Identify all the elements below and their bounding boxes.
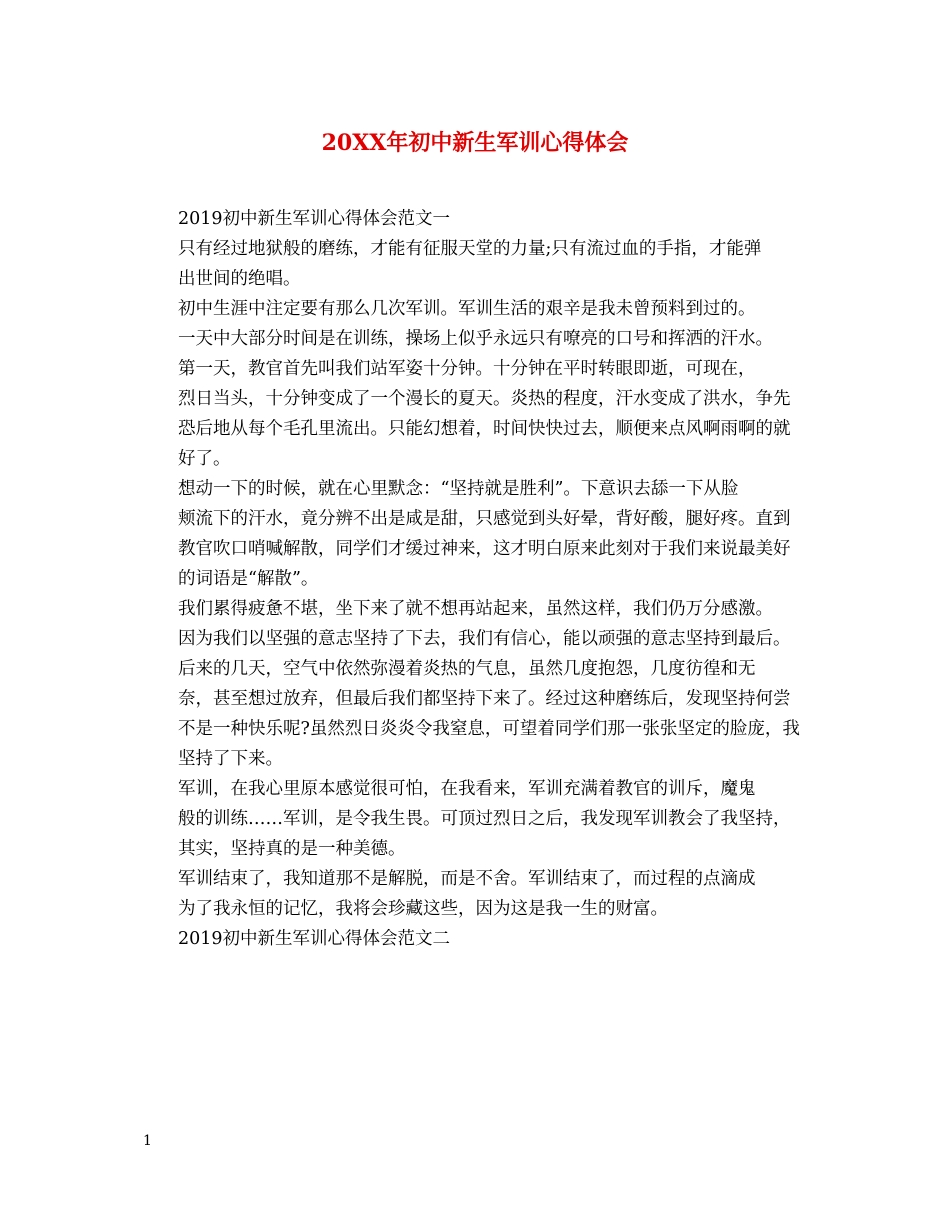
paragraph xyxy=(143,774,823,864)
text-line: 因为我们以坚强的意志坚持了下去，我们有信心，能以顽强的意志坚持到最后。 xyxy=(178,629,791,649)
paragraph xyxy=(143,924,823,954)
text-line: 颊流下的汗水，竟分辨不出是咸是甜，只感觉到头好晕，背好酸，腿好疼。直到 xyxy=(178,509,791,529)
text-line: 军训结束了，我知道那不是解脱，而是不舍。军训结束了，而过程的点滴成 xyxy=(178,869,756,889)
text-line: 出世间的绝唱。 xyxy=(178,269,301,289)
text-line: 其实，坚持真的是一种美德。 xyxy=(178,839,406,859)
text-line: 般的训练……军训，是令我生畏。可顶过烈日之后，我发现军训教会了我坚持， xyxy=(178,809,791,829)
text-line: 恐后地从每个毛孔里流出。只能幻想着，时间快快过去，顺便来点风啊雨啊的就 xyxy=(178,419,791,439)
paragraph xyxy=(143,594,823,654)
text-line: 好了。 xyxy=(178,449,231,469)
text-line: 初中生涯中注定要有那么几次军训。军训生活的艰辛是我未曾预料到过的。 xyxy=(178,299,756,319)
text-line: 军训，在我心里原本感觉很可怕，在我看来，军训充满着教官的训斥，魔鬼 xyxy=(178,779,756,799)
paragraph xyxy=(143,654,823,774)
document-body xyxy=(143,204,823,954)
paragraph xyxy=(143,294,823,354)
paragraph xyxy=(143,474,823,594)
text-line: 教官吹口哨喊解散，同学们才缓过神来，这才明白原来此刻对于我们来说最美好 xyxy=(178,539,791,559)
paragraph xyxy=(143,354,823,474)
text-line: 想动一下的时候，就在心里默念：“坚持就是胜利”。下意识去舔一下从脸 xyxy=(178,479,739,499)
paragraph xyxy=(143,864,823,924)
paragraph xyxy=(143,234,823,294)
text-line: 一天中大部分时间是在训练，操场上似乎永远只有嘹亮的口号和挥洒的汗水。 xyxy=(178,329,773,349)
text-line: 奈，甚至想过放弃，但最后我们都坚持下来了。经过这种磨练后，发现坚持何尝 xyxy=(178,689,791,709)
text-line: 不是一种快乐呢?虽然烈日炎炎令我窒息，可望着同学们那一张张坚定的脸庞，我 xyxy=(178,719,800,739)
text-line: 为了我永恒的记忆，我将会珍藏这些，因为这是我一生的财富。 xyxy=(178,899,668,919)
text-line: 烈日当头，十分钟变成了一个漫长的夏天。炎热的程度，汗水变成了洪水，争先 xyxy=(178,389,791,409)
page-number: 1 xyxy=(143,1133,152,1149)
text-line: 只有经过地狱般的磨练，才能有征服天堂的力量;只有流过血的手指，才能弹 xyxy=(178,239,762,259)
text-line: 坚持了下来。 xyxy=(178,749,283,769)
text-line: 的词语是“解散”。 xyxy=(178,569,319,589)
text-line: 第一天，教官首先叫我们站军姿十分钟。十分钟在平时转眼即逝，可现在， xyxy=(178,359,756,379)
document-title: 20XX年初中新生军训心得体会 xyxy=(321,130,629,156)
paragraph xyxy=(143,204,823,234)
text-line: 2019初中新生军训心得体会范文二 xyxy=(178,929,451,949)
text-line: 2019初中新生军训心得体会范文一 xyxy=(178,209,451,229)
text-line: 我们累得疲惫不堪，坐下来了就不想再站起来，虽然这样，我们仍万分感激。 xyxy=(178,599,773,619)
text-line: 后来的几天，空气中依然弥漫着炎热的气息，虽然几度抱怨，几度彷徨和无 xyxy=(178,659,756,679)
